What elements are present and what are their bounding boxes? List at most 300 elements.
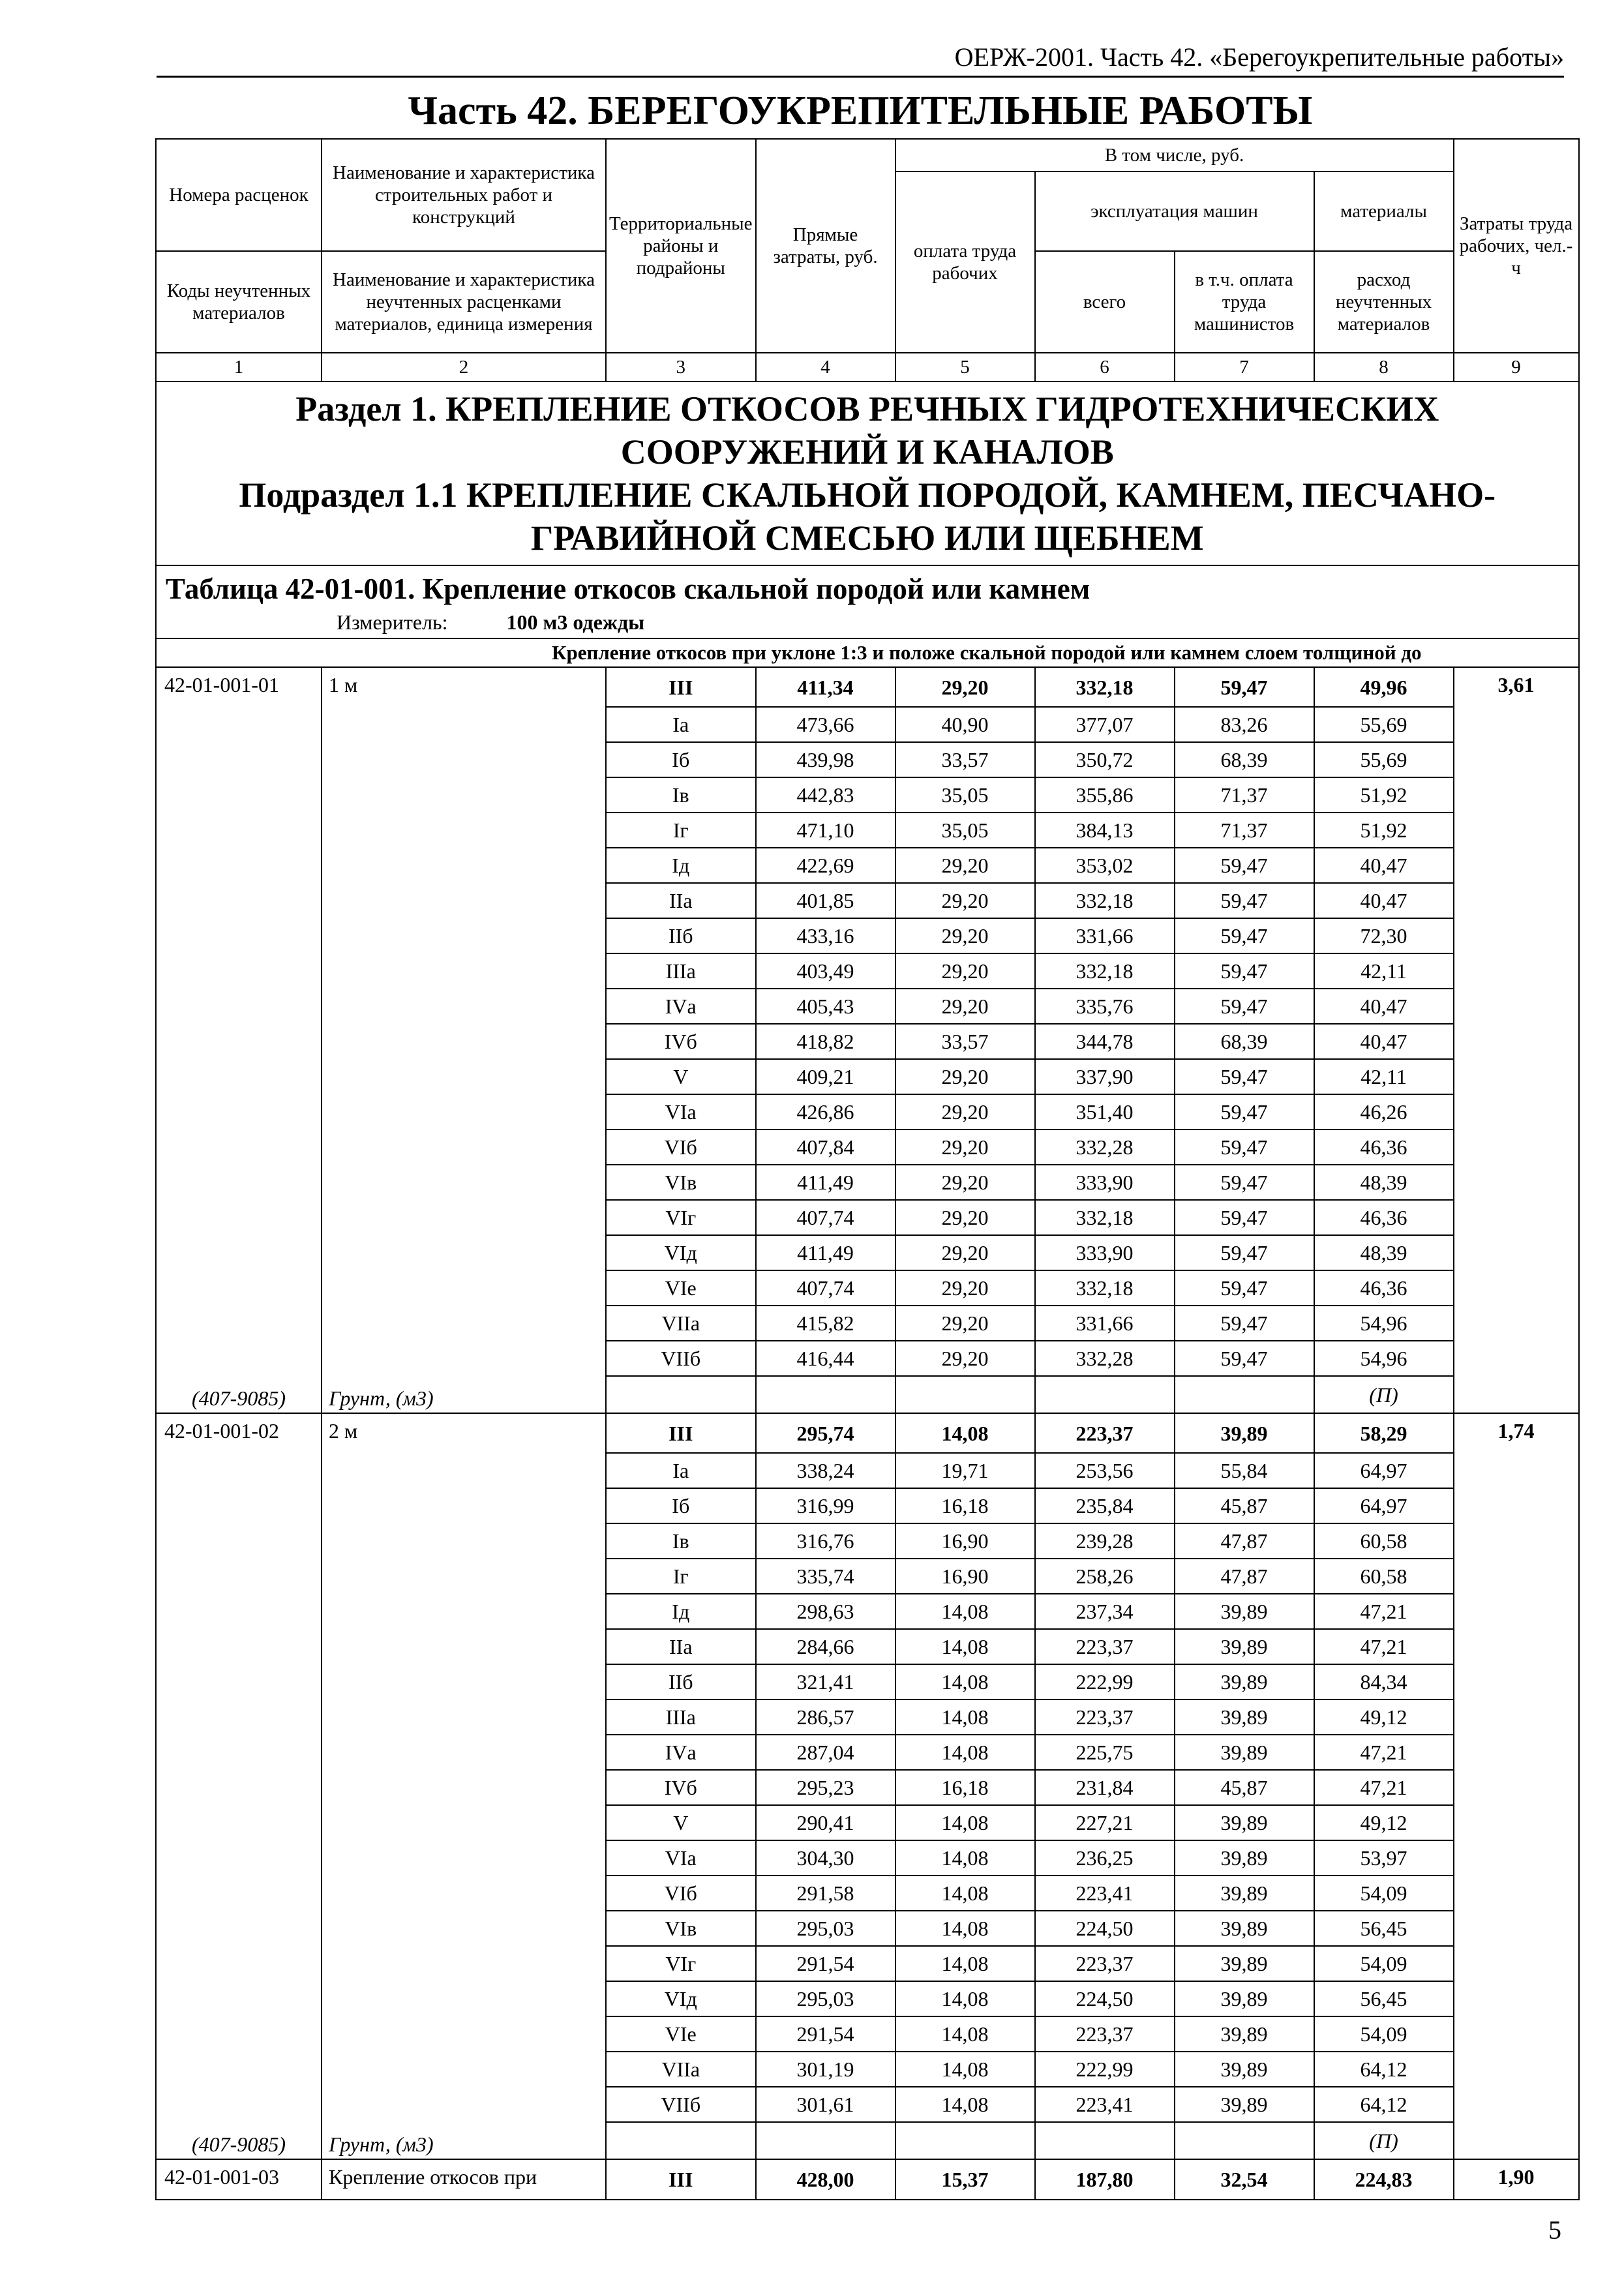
materials-cost: 56,45 — [1314, 1981, 1454, 2016]
empty-cell — [322, 953, 606, 989]
column-number: 9 — [1454, 353, 1579, 382]
table-row — [156, 953, 1579, 989]
operator-pay: 45,87 — [1175, 1770, 1314, 1805]
machine-cost: 337,90 — [1035, 1059, 1175, 1094]
machine-cost: 222,99 — [1035, 2052, 1175, 2087]
territory-district: IIIа — [606, 953, 756, 989]
labor-pay: 35,05 — [895, 813, 1035, 848]
operator-pay: 59,47 — [1175, 1200, 1314, 1235]
table-row — [156, 1699, 1579, 1735]
direct-cost: 407,84 — [756, 1130, 895, 1165]
machine-cost: 236,25 — [1035, 1840, 1175, 1876]
empty-cell — [895, 1376, 1035, 1413]
table-row — [156, 1306, 1579, 1341]
empty-cell — [156, 2087, 322, 2122]
empty-cell — [1454, 1840, 1579, 1876]
empty-cell — [1454, 707, 1579, 742]
empty-cell — [1454, 1453, 1579, 1488]
empty-cell — [156, 1165, 322, 1200]
empty-cell — [156, 1840, 322, 1876]
operator-pay: 39,89 — [1175, 1664, 1314, 1699]
table-row — [156, 1911, 1579, 1946]
territory-district: VIв — [606, 1165, 756, 1200]
empty-cell — [1454, 1770, 1579, 1805]
labor-pay: 14,08 — [895, 1735, 1035, 1770]
material-quantity: (П) — [1314, 2122, 1454, 2159]
labor-pay: 29,20 — [895, 1094, 1035, 1130]
operator-pay: 59,47 — [1175, 989, 1314, 1024]
empty-cell — [756, 1376, 895, 1413]
empty-cell — [156, 1946, 322, 1981]
operator-pay: 59,47 — [1175, 918, 1314, 953]
empty-cell — [322, 918, 606, 953]
empty-cell — [156, 989, 322, 1024]
empty-cell — [322, 1770, 606, 1805]
territory-district: VIб — [606, 1876, 756, 1911]
empty-cell — [322, 1559, 606, 1594]
empty-cell — [322, 848, 606, 883]
territory-district: IVа — [606, 1735, 756, 1770]
empty-cell — [1454, 1559, 1579, 1594]
material-code: (407-9085) — [156, 2122, 322, 2159]
labor-pay: 29,20 — [895, 848, 1035, 883]
machine-cost: 227,21 — [1035, 1805, 1175, 1840]
direct-cost: 287,04 — [756, 1735, 895, 1770]
territory-district: Iг — [606, 813, 756, 848]
empty-cell — [156, 1629, 322, 1664]
empty-cell — [1175, 1376, 1314, 1413]
labor-pay: 29,20 — [895, 1306, 1035, 1341]
meter-label: Измеритель: — [337, 610, 448, 634]
header-col9: Затраты труда рабочих, чел.-ч — [1454, 139, 1579, 353]
operator-pay: 45,87 — [1175, 1488, 1314, 1523]
empty-cell — [322, 1130, 606, 1165]
empty-cell — [1454, 1165, 1579, 1200]
empty-cell — [1454, 953, 1579, 989]
machine-cost: 223,37 — [1035, 2016, 1175, 2052]
operator-pay: 59,47 — [1175, 953, 1314, 989]
labor-pay: 14,08 — [895, 1594, 1035, 1629]
direct-cost: 418,82 — [756, 1024, 895, 1059]
territory-district: IVа — [606, 989, 756, 1024]
materials-cost: 64,97 — [1314, 1453, 1454, 1488]
labor-pay: 29,20 — [895, 667, 1035, 707]
header-machines: эксплуатация машин — [1035, 172, 1314, 251]
direct-cost: 416,44 — [756, 1341, 895, 1376]
empty-cell — [1454, 1981, 1579, 2016]
table-row — [156, 1735, 1579, 1770]
direct-cost: 426,86 — [756, 1094, 895, 1130]
operator-pay: 39,89 — [1175, 1629, 1314, 1664]
column-number: 6 — [1035, 353, 1175, 382]
empty-cell — [156, 1200, 322, 1235]
empty-cell — [156, 1270, 322, 1306]
material-row — [156, 2122, 1579, 2159]
territory-district: Iа — [606, 1453, 756, 1488]
territory-district: Iд — [606, 848, 756, 883]
subsection-title: Подраздел 1.1 КРЕПЛЕНИЕ СКАЛЬНОЙ ПОРОДОЙ, КАМНЕМ, ПЕСЧАНО-ГРАВИЙНОЙ СМЕСЬЮ ИЛИ ЩЕБНЕМ — [239, 475, 1496, 558]
machine-cost: 351,40 — [1035, 1094, 1175, 1130]
empty-cell — [156, 1559, 322, 1594]
labor-pay: 29,20 — [895, 1130, 1035, 1165]
materials-cost: 84,34 — [1314, 1664, 1454, 1699]
table-row — [156, 1094, 1579, 1130]
territory-district: IVб — [606, 1024, 756, 1059]
labor-pay: 14,08 — [895, 1629, 1035, 1664]
labor-hours: 1,74 — [1454, 1413, 1579, 1453]
materials-cost: 40,47 — [1314, 883, 1454, 918]
empty-cell — [322, 1981, 606, 2016]
material-name: Грунт, (м3) — [322, 1376, 606, 1413]
empty-cell — [322, 1664, 606, 1699]
table-meter — [166, 608, 1569, 636]
empty-cell — [322, 1735, 606, 1770]
operator-pay: 47,87 — [1175, 1559, 1314, 1594]
territory-district: V — [606, 1805, 756, 1840]
machine-cost: 235,84 — [1035, 1488, 1175, 1523]
direct-cost: 298,63 — [756, 1594, 895, 1629]
labor-pay: 19,71 — [895, 1453, 1035, 1488]
operator-pay: 39,89 — [1175, 1840, 1314, 1876]
direct-cost: 321,41 — [756, 1664, 895, 1699]
empty-cell — [322, 742, 606, 777]
table-row — [156, 1270, 1579, 1306]
empty-cell — [1454, 1664, 1579, 1699]
table-row — [156, 883, 1579, 918]
table-row — [156, 1876, 1579, 1911]
empty-cell — [1175, 2122, 1314, 2159]
table-row — [156, 1059, 1579, 1094]
labor-pay: 14,08 — [895, 1981, 1035, 2016]
operator-pay: 59,47 — [1175, 1270, 1314, 1306]
table-row — [156, 1235, 1579, 1270]
table-row — [156, 813, 1579, 848]
direct-cost: 433,16 — [756, 918, 895, 953]
direct-cost: 301,61 — [756, 2087, 895, 2122]
operator-pay: 39,89 — [1175, 1699, 1314, 1735]
empty-cell — [156, 1664, 322, 1699]
territory-district: IIа — [606, 883, 756, 918]
empty-cell — [322, 1165, 606, 1200]
machine-cost: 377,07 — [1035, 707, 1175, 742]
materials-cost: 48,39 — [1314, 1165, 1454, 1200]
direct-cost: 409,21 — [756, 1059, 895, 1094]
territory-district: VIг — [606, 1946, 756, 1981]
territory-district: VIIб — [606, 1341, 756, 1376]
territory-district: Iв — [606, 777, 756, 813]
machine-cost: 223,41 — [1035, 1876, 1175, 1911]
machine-cost: 223,37 — [1035, 1946, 1175, 1981]
table-row — [156, 2052, 1579, 2087]
machine-cost: 332,18 — [1035, 1270, 1175, 1306]
labor-pay: 16,18 — [895, 1488, 1035, 1523]
empty-cell — [156, 707, 322, 742]
empty-cell — [1454, 1735, 1579, 1770]
empty-cell — [156, 1341, 322, 1376]
rate-code: 42-01-001-02 — [156, 1413, 322, 1453]
table-caption — [156, 565, 1579, 638]
rate-code: 42-01-001-03 — [156, 2159, 322, 2200]
material-quantity: (П) — [1314, 1376, 1454, 1413]
machine-cost: 350,72 — [1035, 742, 1175, 777]
direct-cost: 291,54 — [756, 1946, 895, 1981]
empty-cell — [1454, 1235, 1579, 1270]
empty-cell — [156, 1981, 322, 2016]
empty-cell — [606, 2122, 756, 2159]
operator-pay: 59,47 — [1175, 1341, 1314, 1376]
materials-cost: 54,09 — [1314, 2016, 1454, 2052]
materials-cost: 64,12 — [1314, 2052, 1454, 2087]
meter-value: 100 м3 одежды — [506, 610, 645, 634]
materials-cost: 40,47 — [1314, 848, 1454, 883]
materials-cost: 51,92 — [1314, 777, 1454, 813]
materials-cost: 47,21 — [1314, 1735, 1454, 1770]
direct-cost: 405,43 — [756, 989, 895, 1024]
machine-cost: 332,28 — [1035, 1130, 1175, 1165]
running-head: ОЕРЖ-2001. Часть 42. «Берегоукрепительные работы» — [954, 42, 1564, 72]
territory-district: IVб — [606, 1770, 756, 1805]
empty-cell — [156, 1594, 322, 1629]
empty-cell — [156, 1024, 322, 1059]
table-row — [156, 1981, 1579, 2016]
labor-pay: 29,20 — [895, 1200, 1035, 1235]
direct-cost: 286,57 — [756, 1699, 895, 1735]
direct-cost: 411,49 — [756, 1165, 895, 1200]
empty-cell — [322, 1946, 606, 1981]
empty-cell — [1454, 1094, 1579, 1130]
column-number: 1 — [156, 353, 322, 382]
empty-cell — [1454, 1306, 1579, 1341]
labor-pay: 14,08 — [895, 1876, 1035, 1911]
operator-pay: 83,26 — [1175, 707, 1314, 742]
table-row — [156, 1453, 1579, 1488]
materials-cost: 40,47 — [1314, 1024, 1454, 1059]
empty-cell — [1454, 1200, 1579, 1235]
direct-cost: 316,99 — [756, 1488, 895, 1523]
table-row — [156, 1523, 1579, 1559]
materials-cost: 54,09 — [1314, 1946, 1454, 1981]
empty-cell — [1454, 1059, 1579, 1094]
table-row — [156, 1946, 1579, 1981]
header-col3: Территориальные районы и подрайоны — [606, 139, 756, 353]
header-materials: материалы — [1314, 172, 1454, 251]
table-row — [156, 1770, 1579, 1805]
materials-cost: 47,21 — [1314, 1594, 1454, 1629]
empty-cell — [1454, 1699, 1579, 1735]
empty-cell — [1454, 1805, 1579, 1840]
header-col6: всего — [1035, 251, 1175, 353]
column-number: 2 — [322, 353, 606, 382]
operator-pay: 59,47 — [1175, 1235, 1314, 1270]
empty-cell — [156, 1735, 322, 1770]
empty-cell — [156, 2016, 322, 2052]
direct-cost: 411,49 — [756, 1235, 895, 1270]
labor-pay: 35,05 — [895, 777, 1035, 813]
labor-pay: 14,08 — [895, 1911, 1035, 1946]
empty-cell — [322, 1306, 606, 1341]
empty-cell — [322, 1024, 606, 1059]
operator-pay: 39,89 — [1175, 1876, 1314, 1911]
territory-district: III — [606, 667, 756, 707]
empty-cell — [1454, 1911, 1579, 1946]
empty-cell — [1454, 2016, 1579, 2052]
operator-pay: 39,89 — [1175, 1594, 1314, 1629]
empty-cell — [156, 813, 322, 848]
empty-cell — [322, 1235, 606, 1270]
empty-cell — [156, 2052, 322, 2087]
empty-cell — [156, 1235, 322, 1270]
empty-cell — [156, 1488, 322, 1523]
empty-cell — [1454, 1946, 1579, 1981]
column-number: 7 — [1175, 353, 1314, 382]
operator-pay: 59,47 — [1175, 883, 1314, 918]
empty-cell — [322, 1094, 606, 1130]
materials-cost: 54,09 — [1314, 1876, 1454, 1911]
table-row — [156, 989, 1579, 1024]
territory-district: Iв — [606, 1523, 756, 1559]
empty-cell — [322, 1699, 606, 1735]
table-row — [156, 742, 1579, 777]
territory-district: V — [606, 1059, 756, 1094]
labor-pay: 40,90 — [895, 707, 1035, 742]
direct-cost: 415,82 — [756, 1306, 895, 1341]
empty-cell — [322, 883, 606, 918]
machine-cost: 332,18 — [1035, 667, 1175, 707]
machine-cost: 353,02 — [1035, 848, 1175, 883]
territory-district: Iа — [606, 707, 756, 742]
section-heading — [156, 382, 1579, 565]
table-row — [156, 1165, 1579, 1200]
header-col7: в т.ч. оплата труда машинистов — [1175, 251, 1314, 353]
direct-cost: 422,69 — [756, 848, 895, 883]
table-row — [156, 2016, 1579, 2052]
territory-district: VIIа — [606, 1306, 756, 1341]
empty-cell — [156, 1306, 322, 1341]
page-title: Часть 42. БЕРЕГОУКРЕПИТЕЛЬНЫЕ РАБОТЫ — [408, 89, 1313, 133]
operator-pay: 55,84 — [1175, 1453, 1314, 1488]
labor-pay: 29,20 — [895, 883, 1035, 918]
empty-cell — [156, 953, 322, 989]
operator-pay: 59,47 — [1175, 1306, 1314, 1341]
territory-district: Iд — [606, 1594, 756, 1629]
operator-pay: 59,47 — [1175, 1059, 1314, 1094]
direct-cost: 295,03 — [756, 1911, 895, 1946]
column-number: 3 — [606, 353, 756, 382]
direct-cost: 295,03 — [756, 1981, 895, 2016]
materials-cost: 60,58 — [1314, 1523, 1454, 1559]
empty-cell — [322, 989, 606, 1024]
empty-cell — [1454, 1594, 1579, 1629]
table-row — [156, 2087, 1579, 2122]
machine-cost: 258,26 — [1035, 1559, 1175, 1594]
empty-cell — [322, 1453, 606, 1488]
operator-pay: 59,47 — [1175, 1094, 1314, 1130]
table-row — [156, 667, 1579, 707]
machine-cost: 224,50 — [1035, 1981, 1175, 2016]
materials-cost: 46,36 — [1314, 1130, 1454, 1165]
operator-pay: 39,89 — [1175, 1413, 1314, 1453]
empty-cell — [1454, 2087, 1579, 2122]
materials-cost: 64,97 — [1314, 1488, 1454, 1523]
operator-pay: 68,39 — [1175, 1024, 1314, 1059]
empty-cell — [322, 2087, 606, 2122]
operator-pay: 59,47 — [1175, 1165, 1314, 1200]
labor-pay: 16,90 — [895, 1559, 1035, 1594]
empty-cell — [322, 1911, 606, 1946]
empty-cell — [156, 1059, 322, 1094]
machine-cost: 231,84 — [1035, 1770, 1175, 1805]
empty-cell — [1454, 1130, 1579, 1165]
labor-pay: 14,08 — [895, 1840, 1035, 1876]
labor-pay: 16,90 — [895, 1523, 1035, 1559]
empty-cell — [322, 1270, 606, 1306]
machine-cost: 223,37 — [1035, 1699, 1175, 1735]
header-col5: оплата труда рабочих — [895, 172, 1035, 353]
empty-cell — [322, 2016, 606, 2052]
rate-code: 42-01-001-01 — [156, 667, 322, 707]
materials-cost: 56,45 — [1314, 1911, 1454, 1946]
direct-cost: 407,74 — [756, 1270, 895, 1306]
direct-cost: 403,49 — [756, 953, 895, 989]
machine-cost: 225,75 — [1035, 1735, 1175, 1770]
territory-district: VIг — [606, 1200, 756, 1235]
labor-pay: 14,08 — [895, 2087, 1035, 2122]
operator-pay: 39,89 — [1175, 2016, 1314, 2052]
empty-cell — [1454, 777, 1579, 813]
machine-cost: 332,18 — [1035, 883, 1175, 918]
material-name: Грунт, (м3) — [322, 2122, 606, 2159]
machine-cost: 222,99 — [1035, 1664, 1175, 1699]
direct-cost: 295,23 — [756, 1770, 895, 1805]
territory-district: IIа — [606, 1629, 756, 1664]
empty-cell — [1454, 2122, 1579, 2159]
territory-district: VIв — [606, 1911, 756, 1946]
materials-cost: 53,97 — [1314, 1840, 1454, 1876]
operator-pay: 39,89 — [1175, 1981, 1314, 2016]
labor-hours: 3,61 — [1454, 667, 1579, 707]
header-col1-top: Номера расценок — [156, 139, 322, 251]
materials-cost: 72,30 — [1314, 918, 1454, 953]
labor-pay: 29,20 — [895, 953, 1035, 989]
table-row — [156, 777, 1579, 813]
territory-district: VIа — [606, 1094, 756, 1130]
labor-pay: 14,08 — [895, 1946, 1035, 1981]
empty-cell — [322, 777, 606, 813]
table-row — [156, 1488, 1579, 1523]
labor-pay: 29,20 — [895, 1059, 1035, 1094]
labor-pay: 14,08 — [895, 2016, 1035, 2052]
labor-hours: 1,90 — [1454, 2159, 1579, 2200]
territory-district: VIа — [606, 1840, 756, 1876]
territory-district: IIб — [606, 918, 756, 953]
materials-cost: 49,96 — [1314, 667, 1454, 707]
materials-cost: 40,47 — [1314, 989, 1454, 1024]
empty-cell — [156, 1453, 322, 1488]
material-row — [156, 1376, 1579, 1413]
materials-cost: 58,29 — [1314, 1413, 1454, 1453]
empty-cell — [322, 1805, 606, 1840]
column-number: 5 — [895, 353, 1035, 382]
empty-cell — [1454, 848, 1579, 883]
direct-cost: 471,10 — [756, 813, 895, 848]
direct-cost: 473,66 — [756, 707, 895, 742]
materials-cost: 51,92 — [1314, 813, 1454, 848]
labor-pay: 29,20 — [895, 1341, 1035, 1376]
operator-pay: 47,87 — [1175, 1523, 1314, 1559]
empty-cell — [322, 1200, 606, 1235]
empty-cell — [156, 1876, 322, 1911]
empty-cell — [1454, 1376, 1579, 1413]
